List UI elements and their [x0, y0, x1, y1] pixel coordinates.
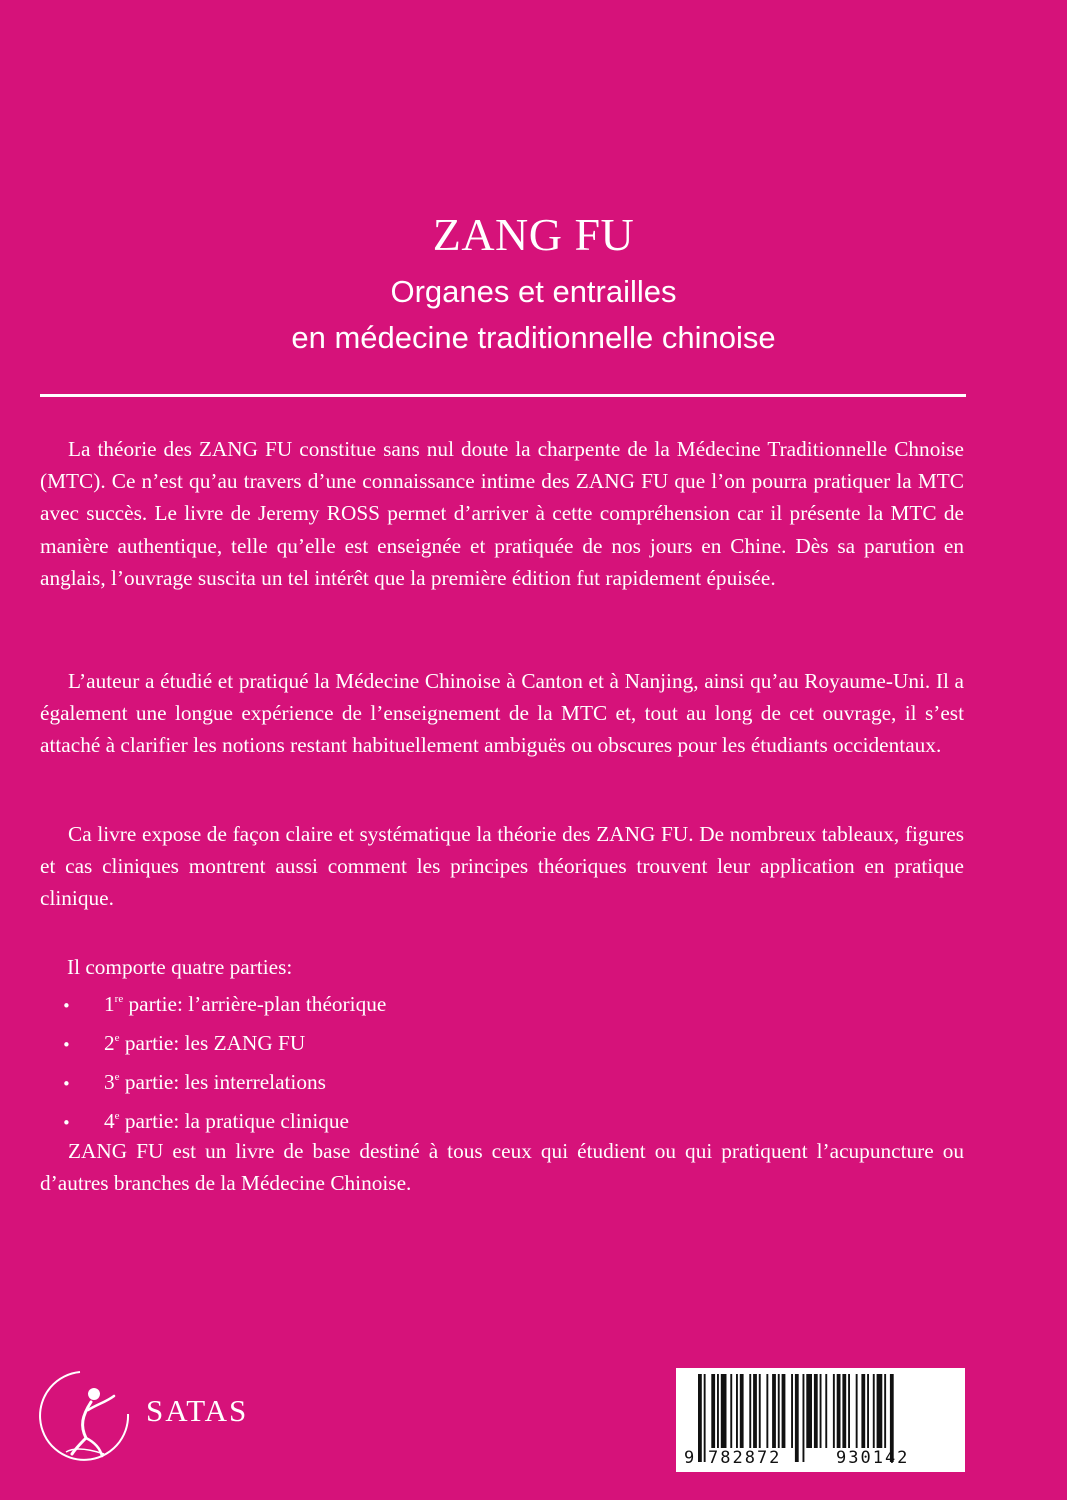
- barcode-bar: [867, 1374, 869, 1448]
- barcode-bar: [772, 1374, 776, 1448]
- barcode-bar: [782, 1374, 786, 1448]
- barcode-bar: [736, 1374, 738, 1448]
- list-item: • 4e partie: la pratique clinique: [62, 1100, 386, 1139]
- bullet-icon: •: [62, 1114, 71, 1132]
- book-subtitle-line-1: Organes et entrailles: [390, 274, 677, 309]
- barcode-bar: [820, 1374, 822, 1448]
- barcode-bar: [806, 1374, 812, 1448]
- barcode-bar: [753, 1374, 757, 1448]
- description-paragraph: La théorie des ZANG FU constitue sans nul doute la charpente de la Médecine Traditionnelle Chnoise (MTC). Ce n’est qu’au travers d’une connaissance intime des ZANG FU que l’on pourra pratiquer la MTC avec succès. Le livre de Jeremy ROSS permet d’arriver à cette compréhension car il présente la MTC de manière authentique, telle qu’elle est enseignée et pratiquée de nos jours en Chine. Dès sa parution en anglais, l’ouvrage suscita un tel intérêt que la première édition fut rapidement épuisée.: [40, 437, 964, 590]
- barcode-bar: [884, 1374, 886, 1448]
- bullet-icon: •: [62, 1036, 71, 1054]
- isbn-left-digits: 782872: [708, 1448, 782, 1468]
- barcode-bar: [740, 1374, 744, 1448]
- isbn-barcode: [676, 1368, 965, 1472]
- barcode-bar: [837, 1374, 841, 1448]
- book-subtitle-line-2: en médecine traditionnelle chinoise: [291, 320, 776, 355]
- barcode-bar: [721, 1374, 727, 1448]
- isbn-right-digits: 930142: [836, 1448, 910, 1468]
- dancer-figure-circle-icon: [36, 1366, 136, 1466]
- parts-list-intro: Il comporte quatre parties:: [67, 955, 293, 979]
- barcode-bar: [759, 1374, 761, 1448]
- bullet-icon: •: [62, 997, 71, 1015]
- book-title: ZANG FU: [432, 209, 635, 260]
- barcode-bar: [861, 1374, 865, 1448]
- barcode-bar: [825, 1374, 827, 1448]
- description-paragraph: Ca livre expose de façon claire et systématique la théorie des ZANG FU. De nombreux tableaux, figures et cas cliniques montrent aussi comment les principes théoriques trouvent leur application en pratique clinique.: [40, 822, 964, 911]
- barcode-bar: [814, 1374, 818, 1448]
- barcode-bar: [791, 1374, 793, 1448]
- barcode-bar: [877, 1374, 883, 1448]
- list-item: • 2e partie: les ZANG FU: [62, 1022, 386, 1061]
- isbn-number: [676, 1448, 965, 1470]
- barcode-bar: [711, 1374, 715, 1448]
- barcode-bar: [848, 1374, 850, 1448]
- barcode-bar: [717, 1374, 719, 1448]
- title-divider: [40, 394, 966, 397]
- description-paragraph: ZANG FU est un livre de base destiné à tous ceux qui étudient ou qui pratiquent l’acupuncture ou d’autres branches de la Médecine Chinoise.: [40, 1139, 964, 1196]
- barcode-bar: [730, 1374, 732, 1448]
- list-item: • 3e partie: les interrelations: [62, 1061, 386, 1100]
- barcode-bar: [873, 1374, 875, 1448]
- barcode-bar: [833, 1374, 835, 1448]
- parts-list: [62, 983, 386, 1139]
- barcode-bar: [842, 1374, 846, 1448]
- barcode-bar: [778, 1374, 780, 1448]
- publisher-name: SATAS: [146, 1393, 249, 1428]
- list-item: • 1re partie: l’arrière-plan théorique: [62, 983, 386, 1022]
- barcode-bar: [766, 1374, 768, 1448]
- barcode-bar: [749, 1374, 751, 1448]
- barcode-bar: [856, 1374, 858, 1448]
- description-paragraph: L’auteur a étudié et pratiqué la Médecine Chinoise à Canton et à Nanjing, ainsi qu’au Royaume-Uni. Il a également une longue expérience de l’enseignement de la MTC et, tout au long de cet ouvrage, il s’est attaché à clarifier les notions restant habituellement ambiguës ou obscures pour les étudiants occidentaux.: [40, 669, 964, 758]
- isbn-first-digit: 9: [684, 1448, 695, 1468]
- bullet-icon: •: [62, 1075, 71, 1093]
